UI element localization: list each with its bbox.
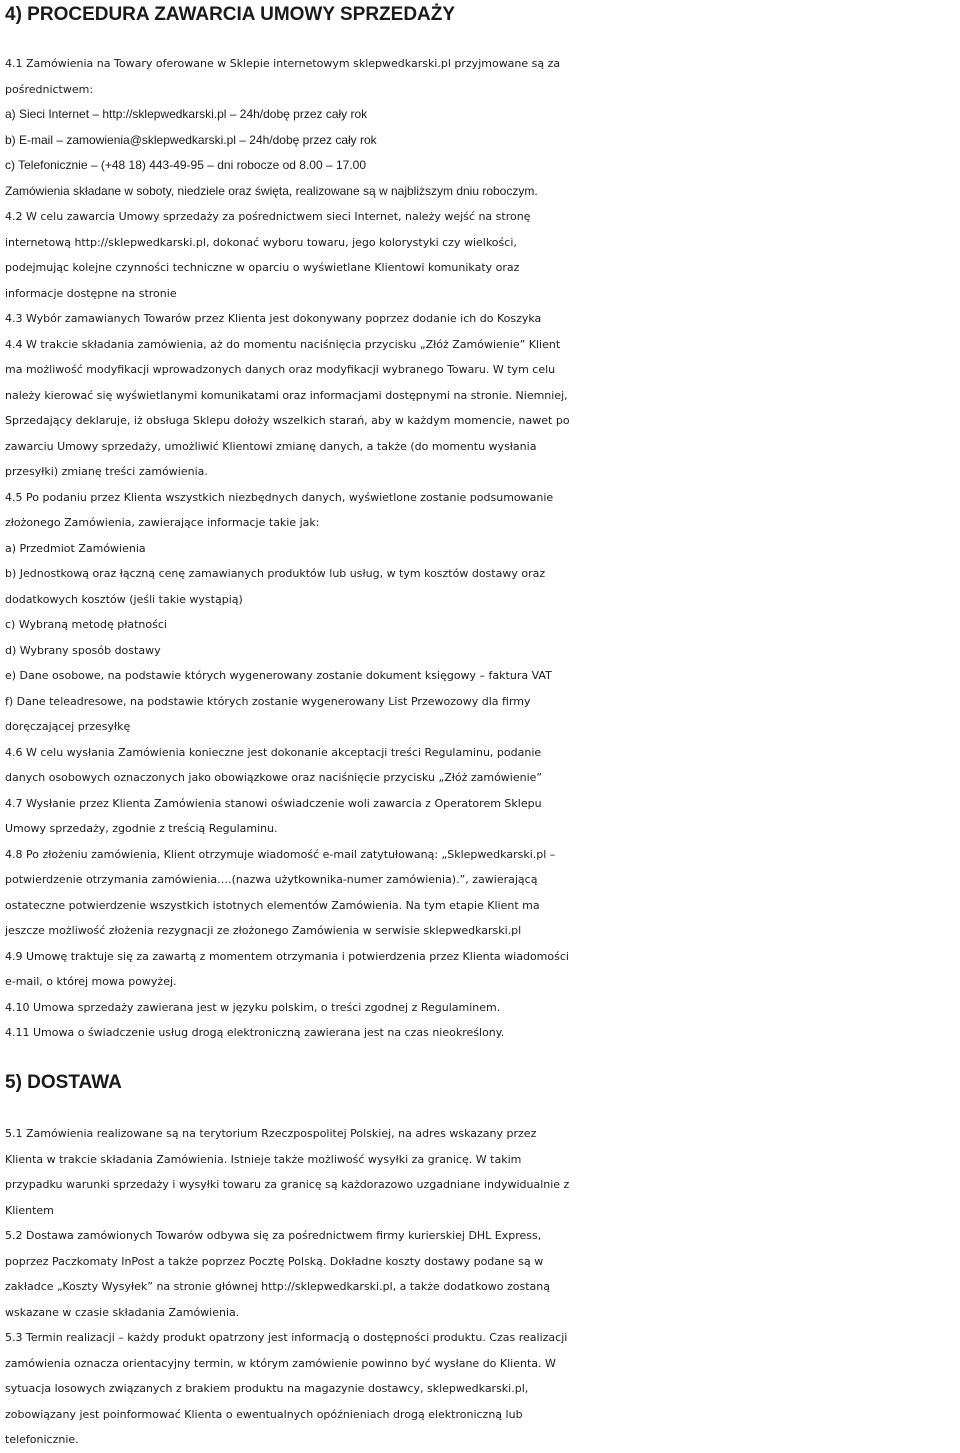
text-line: 4.10 Umowa sprzedaży zawierana jest w języku polskim, o treści zgodnej z Regulaminem. <box>5 1000 501 1014</box>
section-body-procedure <box>5 51 957 1046</box>
text-line: pośrednictwem: <box>5 82 94 96</box>
section-body-delivery <box>5 1121 957 1453</box>
text-line: zobowiązany jest poinformować Klienta o ewentualnych opóźnieniach drogą elektroniczną lub <box>5 1407 523 1421</box>
text-line: przesyłki) zmianę treści zamówienia. <box>5 465 208 478</box>
text-line: f) Dane teleadresowe, na podstawie których zostanie wygenerowany List Przewozowy dla firmy <box>5 694 531 708</box>
text-line: informacje dostępne na stronie <box>5 286 177 300</box>
text-line: 4.1 Zamówienia na Towary oferowane w Sklepie internetowym sklepwedkarski.pl przyjmowane są za <box>5 57 561 70</box>
text-line: 5.1 Zamówienia realizowane są na terytorium Rzeczpospolitej Polskiej, na adres wskazany przez <box>5 1127 537 1140</box>
text-line: Klienta w trakcie składania Zamówienia. Istnieje także możliwość wysyłki za granicę. W takim <box>5 1152 522 1166</box>
text-line: zawarciu Umowy sprzedaży, umożliwić Klientowi zmianę danych, a także (do momentu wysłania <box>5 439 537 453</box>
text-line: 5.2 Dostawa zamówionych Towarów odbywa się za pośrednictwem firmy kurierskiej DHL Express, <box>5 1229 542 1242</box>
text-line: a) Przedmiot Zamówienia <box>5 541 146 555</box>
text-line: internetową http://sklepwedkarski.pl, dokonać wyboru towaru, jego kolorystyki czy wielkości, <box>5 235 517 249</box>
text-line: 4.4 W trakcie składania zamówienia, aż do momentu naciśnięcia przycisku „Złóż Zamówienie” Klient <box>5 337 561 351</box>
text-line: danych osobowych oznaczonych jako obowiązkowe oraz naciśnięcie przycisku „Złóż zamówienie” <box>5 771 543 784</box>
text-line: a) Sieci Internet – http://sklepwedkarski.pl – 24h/dobę przez cały rok <box>5 107 368 121</box>
text-line: doręczającej przesyłkę <box>5 720 131 733</box>
text-line: Zamówienia składane w soboty, niedziele oraz święta, realizowane są w najbliższym dniu roboczym. <box>5 183 538 198</box>
text-line: c) Wybraną metodę płatności <box>5 618 167 631</box>
text-line: przypadku warunki sprzedaży i wysyłki towaru za granicę są każdorazowo uzgadniane indywidualnie z <box>5 1178 570 1191</box>
text-line: jeszcze możliwość złożenia rezygnacji ze złożonego Zamówienia w serwisie sklepwedkarski.pl <box>5 924 522 937</box>
text-line: należy kierować się wyświetlanymi komunikatami oraz informacjami dostępnymi na stronie. Niemniej, <box>5 388 568 402</box>
text-line: ostateczne potwierdzenie wszystkich istotnych elementów Zamówienia. Na tym etapie Klient ma <box>5 898 540 912</box>
text-line: 4.8 Po złożeniu zamówienia, Klient otrzymuje wiadomość e-mail zatytułowaną: „Sklepwedkarski.pl – <box>5 847 556 861</box>
text-line: podejmując kolejne czynności techniczne w oparciu o wyświetlane Klientowi komunikaty oraz <box>5 261 520 274</box>
text-line: 4.7 Wysłanie przez Klienta Zamówienia stanowi oświadczenie woli zawarcia z Operatorem Sklepu <box>5 796 542 810</box>
text-line: c) Telefonicznie – (+48 18) 443-49-95 – dni robocze od 8.00 – 17.00 <box>5 158 367 172</box>
text-line: 4.5 Po podaniu przez Klienta wszystkich niezbędnych danych, wyświetlone zostanie podsumowanie <box>5 490 554 504</box>
text-line: zakładce „Koszty Wysyłek” na stronie głównej http://sklepwedkarski.pl, a także dodatkowo zostaną <box>5 1280 551 1293</box>
text-line: Umowy sprzedaży, zgodnie z treścią Regulaminu. <box>5 822 278 835</box>
text-line: 4.3 Wybór zamawianych Towarów przez Klienta jest dokonywany poprzez dodanie ich do Koszyka <box>5 312 542 325</box>
text-line: złożonego Zamówienia, zawierające informacje takie jak: <box>5 516 320 529</box>
text-line: 4.2 W celu zawarcia Umowy sprzedaży za pośrednictwem sieci Internet, należy wejść na stronę <box>5 210 531 223</box>
text-line: telefonicznie. <box>5 1433 79 1446</box>
section-heading-procedure: 4) PROCEDURA ZAWARCIA UMOWY SPRZEDAŻY <box>5 4 456 25</box>
text-line: b) Jednostkową oraz łączną cenę zamawianych produktów lub usług, w tym kosztów dostawy oraz <box>5 567 546 580</box>
text-line: zamówienia oznacza orientacyjny termin, w którym zamówienie powinno być wysłane do Klienta. W <box>5 1356 556 1370</box>
text-line: 4.11 Umowa o świadczenie usług drogą elektroniczną zawierana jest na czas nieokreślony. <box>5 1026 505 1039</box>
text-line: sytuacja losowych związanych z brakiem produktu na magazynie dostawcy, sklepwedkarski.pl, <box>5 1382 529 1395</box>
text-line: e) Dane osobowe, na podstawie których wygenerowany zostanie dokument księgowy – faktura VAT <box>5 669 552 682</box>
text-line: e-mail, o której mowa powyżej. <box>5 975 177 988</box>
text-line: Klientem <box>5 1203 54 1217</box>
text-line: wskazane w czasie składania Zamówienia. <box>5 1305 240 1319</box>
text-line: 4.9 Umowę traktuje się za zawartą z momentem otrzymania i potwierdzenia przez Klienta wiadomości <box>5 949 569 963</box>
text-line: Sprzedający deklaruje, iż obsługa Sklepu dołoży wszelkich starań, aby w każdym momencie, nawet po <box>5 414 570 427</box>
section-heading-delivery: 5) DOSTAWA <box>5 1072 122 1093</box>
text-line: poprzez Paczkomaty InPost a także poprzez Pocztę Polską. Dokładne koszty dostawy podane są w <box>5 1254 544 1268</box>
text-line: b) E-mail – zamowienia@sklepwedkarski.pl – 24h/dobę przez cały rok <box>5 132 377 147</box>
text-line: d) Wybrany sposób dostawy <box>5 643 161 657</box>
text-line: potwierdzenie otrzymania zamówienia….(nazwa użytkownika-numer zamówienia).”, zawierającą <box>5 873 538 886</box>
text-line: ma możliwość modyfikacji wprowadzonych danych oraz modyfikacji wybranego Towaru. W tym celu <box>5 363 556 376</box>
text-line: 4.6 W celu wysłania Zamówienia konieczne jest dokonanie akceptacji treści Regulaminu, podanie <box>5 745 542 759</box>
text-line: dodatkowych kosztów (jeśli takie wystąpią) <box>5 592 243 606</box>
text-line: 5.3 Termin realizacji – każdy produkt opatrzony jest informacją o dostępności produktu. Czas realizacji <box>5 1331 568 1344</box>
